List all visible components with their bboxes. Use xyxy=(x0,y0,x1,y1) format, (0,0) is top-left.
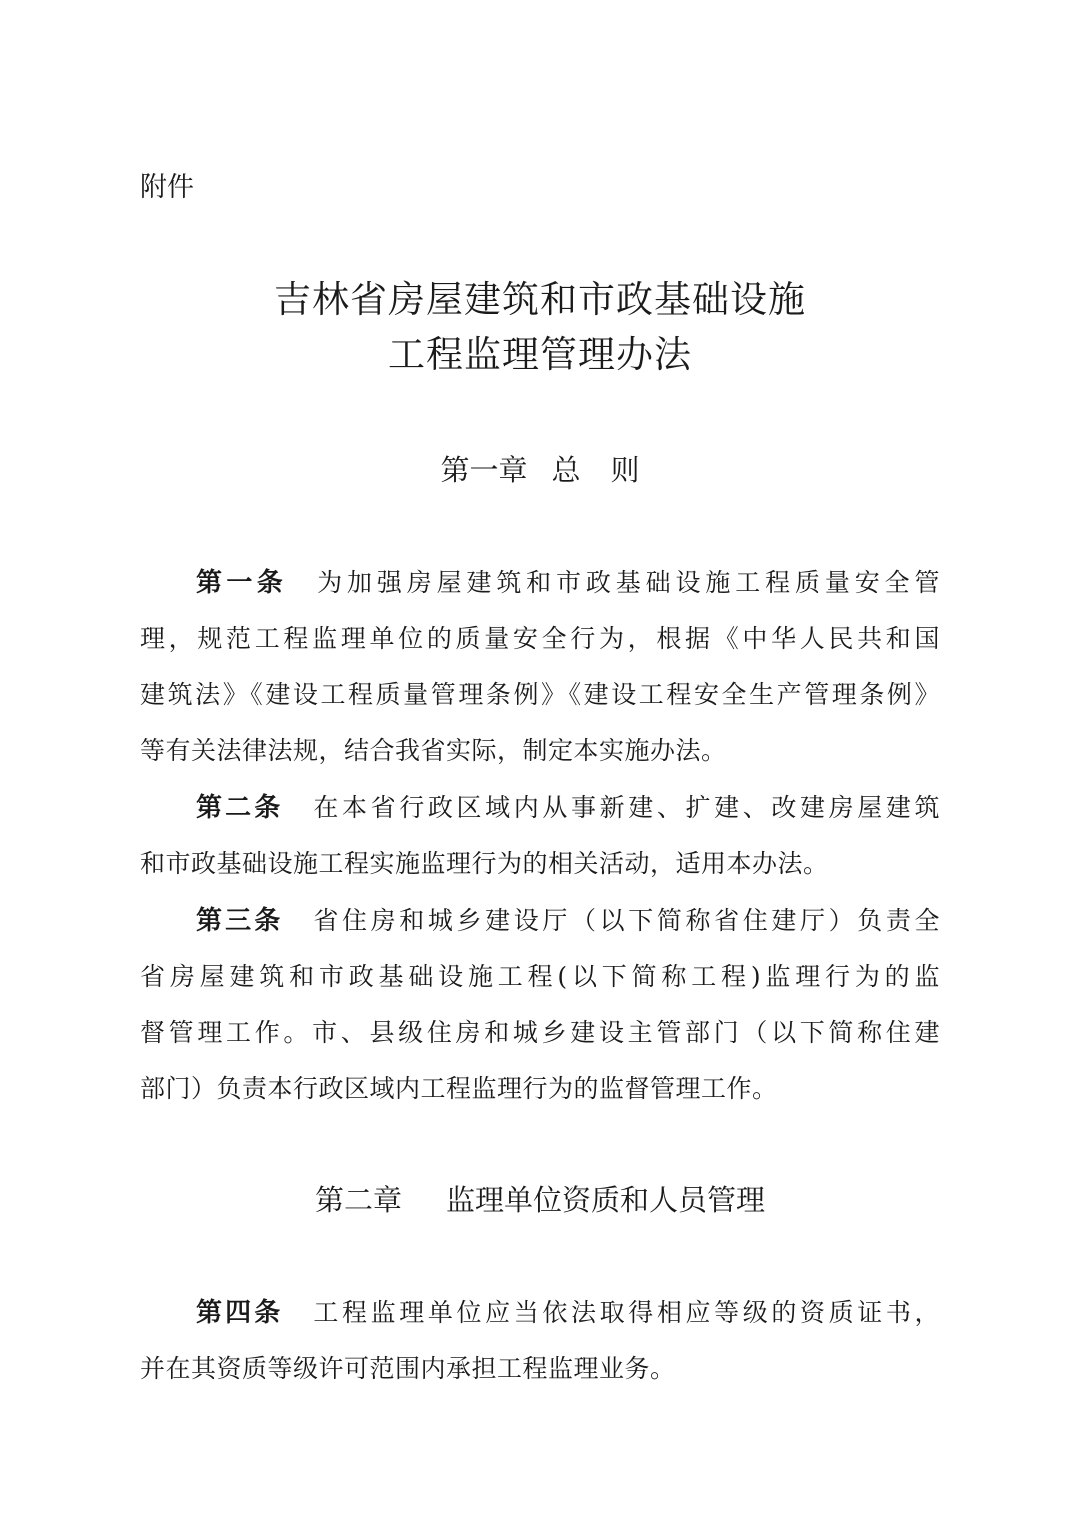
article-2-line-1 xyxy=(140,780,940,836)
chapter-1-name-part-2: 则 xyxy=(610,453,640,487)
article-1-line-4: 等有关法律法规，结合我省实际，制定本实施办法。 xyxy=(140,736,727,765)
article-1-line-1 xyxy=(140,555,940,611)
article-3-line-2: 省房屋建筑和市政基础设施工程(以下简称工程)监理行为的监 xyxy=(140,962,940,991)
chapter-2-number: 第二章 xyxy=(314,1183,402,1217)
chapter-1-name-part-1: 总 xyxy=(551,453,581,487)
article-1-line-2: 理，规范工程监理单位的质量安全行为，根据《中华人民共和国 xyxy=(140,624,940,653)
article-1-heading: 第一条 xyxy=(196,568,288,598)
article-4-line-2: 并在其资质等级许可范围内承担工程监理业务。 xyxy=(140,1354,676,1383)
article-2-line-2: 和市政基础设施工程实施监理行为的相关活动，适用本办法。 xyxy=(140,849,829,878)
article-4-text-1: 工程监理单位应当依法取得相应等级的资质证书， xyxy=(313,1298,940,1327)
document-title-line-2: 工程监理管理办法 xyxy=(388,333,692,376)
article-1-text-1: 为加强房屋建筑和市政基础设施工程质量安全管 xyxy=(317,568,940,597)
article-2-heading: 第二条 xyxy=(196,793,284,823)
chapter-2-name: 监理单位资质和人员管理 xyxy=(446,1183,766,1217)
article-3-line-1 xyxy=(140,893,940,949)
chapter-2-heading xyxy=(0,1178,1080,1222)
document-title-line-1: 吉林省房屋建筑和市政基础设施 xyxy=(274,278,806,321)
attachment-label: 附件 xyxy=(140,172,194,203)
article-3-line-4: 部门）负责本行政区域内工程监理行为的监督管理工作。 xyxy=(140,1074,778,1103)
article-4-heading: 第四条 xyxy=(196,1298,284,1328)
article-2-text-1: 在本省行政区域内从事新建、扩建、改建房屋建筑 xyxy=(313,793,940,822)
article-4-line-1 xyxy=(140,1285,940,1341)
article-3-text-1: 省住房和城乡建设厅（以下简称省住建厅）负责全 xyxy=(313,906,940,935)
article-3-heading: 第三条 xyxy=(196,906,284,936)
article-3-line-3: 督管理工作。市、县级住房和城乡建设主管部门（以下简称住建 xyxy=(140,1018,940,1047)
article-1-line-3: 建筑法》《建设工程质量管理条例》《建设工程安全生产管理条例》 xyxy=(140,680,940,709)
chapter-1-number: 第一章 xyxy=(440,453,528,487)
chapter-1-heading xyxy=(0,448,1080,492)
